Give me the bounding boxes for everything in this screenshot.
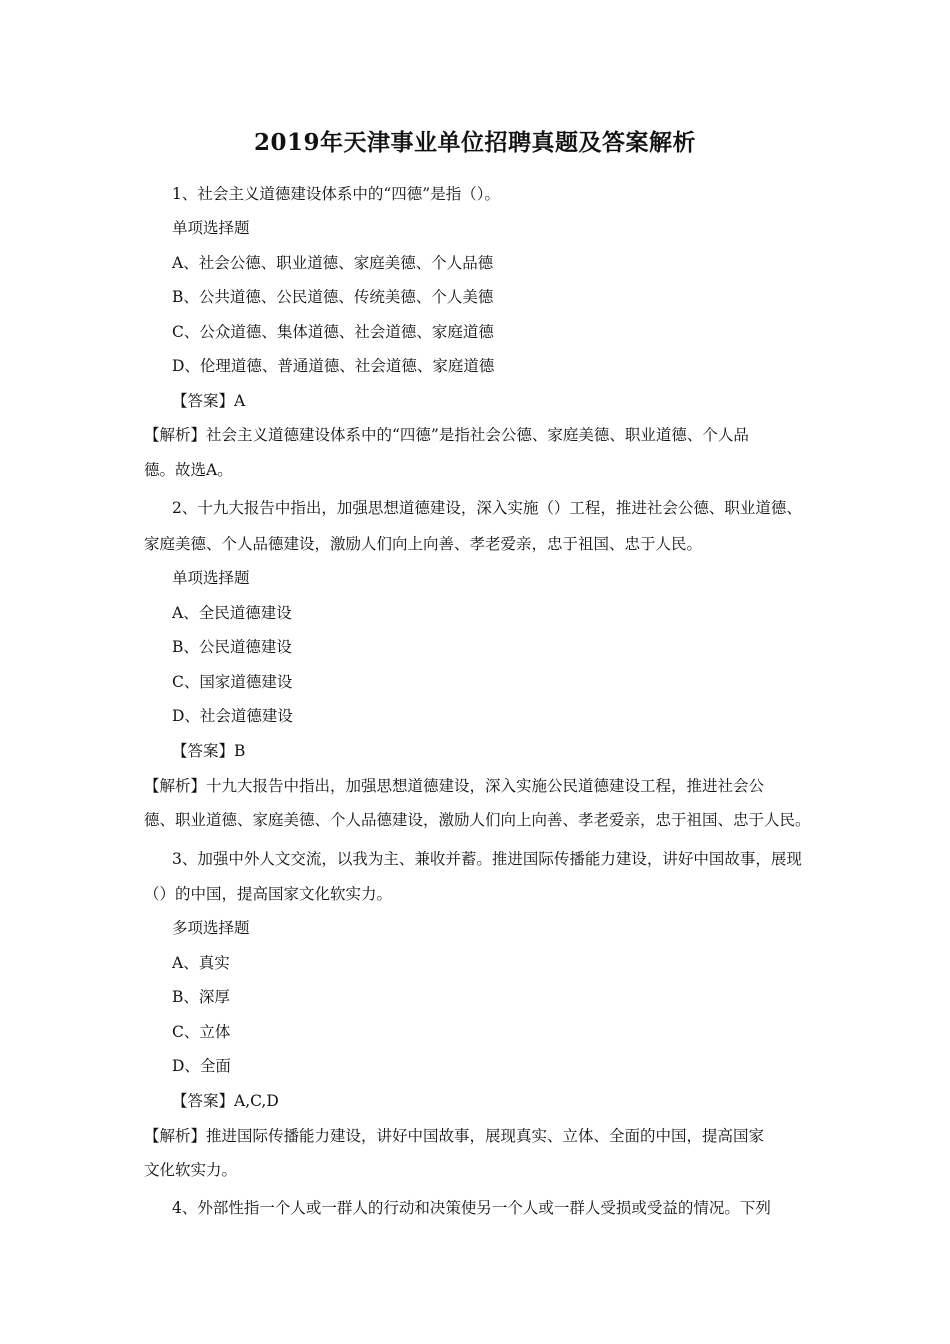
- q1-option-a: A、社会公德、职业道德、家庭美德、个人品德: [172, 254, 494, 272]
- q2-stem-line1: 2、十九大报告中指出，加强思想道德建设，深入实施（）工程，推进社会公德、职业道德、: [172, 499, 802, 517]
- q3-stem-line2: （）的中国，提高国家文化软实力。: [144, 885, 393, 903]
- q3-answer: 【答案】A,C,D: [172, 1092, 279, 1110]
- q3-type: 多项选择题: [172, 919, 250, 937]
- q3-option-d: D、全面: [172, 1057, 231, 1075]
- q3-stem-line1: 3、加强中外人文交流，以我为主、兼收并蓄。推进国际传播能力建设，讲好中国故事，展现: [172, 850, 802, 868]
- q1-option-b: B、公共道德、公民道德、传统美德、个人美德: [172, 288, 494, 306]
- q2-option-c: C、国家道德建设: [172, 673, 293, 691]
- q1-analysis-line1: 【解析】社会主义道德建设体系中的“四德”是指社会公德、家庭美德、职业道德、个人品: [144, 426, 749, 444]
- q1-stem: 1、社会主义道德建设体系中的“四德”是指（）。: [172, 185, 500, 203]
- q2-option-d: D、社会道德建设: [172, 707, 293, 725]
- q3-option-a: A、真实: [172, 954, 230, 972]
- q2-stem-line2: 家庭美德、个人品德建设，激励人们向上向善、孝老爱亲，忠于祖国、忠于人民。: [144, 535, 703, 553]
- q2-analysis-line1: 【解析】十九大报告中指出，加强思想道德建设，深入实施公民道德建设工程，推进社会公: [144, 777, 765, 795]
- q2-answer: 【答案】B: [172, 742, 246, 760]
- q3-option-b: B、深厚: [172, 988, 230, 1006]
- q3-analysis-line2: 文化软实力。: [144, 1161, 238, 1179]
- q2-option-a: A、全民道德建设: [172, 604, 292, 622]
- document-title: 2019年天津事业单位招聘真题及答案解析: [253, 129, 696, 156]
- q1-analysis-line2: 德。故选A。: [144, 461, 233, 479]
- q4-stem-line1: 4、外部性指一个人或一群人的行动和决策使另一个人或一群人受损或受益的情况。下列: [172, 1199, 771, 1217]
- q2-option-b: B、公民道德建设: [172, 638, 292, 656]
- q3-analysis-line1: 【解析】推进国际传播能力建设，讲好中国故事，展现真实、立体、全面的中国，提高国家: [144, 1127, 765, 1145]
- q2-type: 单项选择题: [172, 569, 250, 587]
- q1-option-c: C、公众道德、集体道德、社会道德、家庭道德: [172, 323, 494, 341]
- q1-option-d: D、伦理道德、普通道德、社会道德、家庭道德: [172, 357, 495, 375]
- q2-analysis-line2: 德、职业道德、家庭美德、个人品德建设，激励人们向上向善、孝老爱亲，忠于祖国、忠于人民。: [144, 811, 811, 829]
- q1-type: 单项选择题: [172, 219, 250, 237]
- q3-option-c: C、立体: [172, 1023, 231, 1041]
- q1-answer: 【答案】A: [172, 392, 246, 410]
